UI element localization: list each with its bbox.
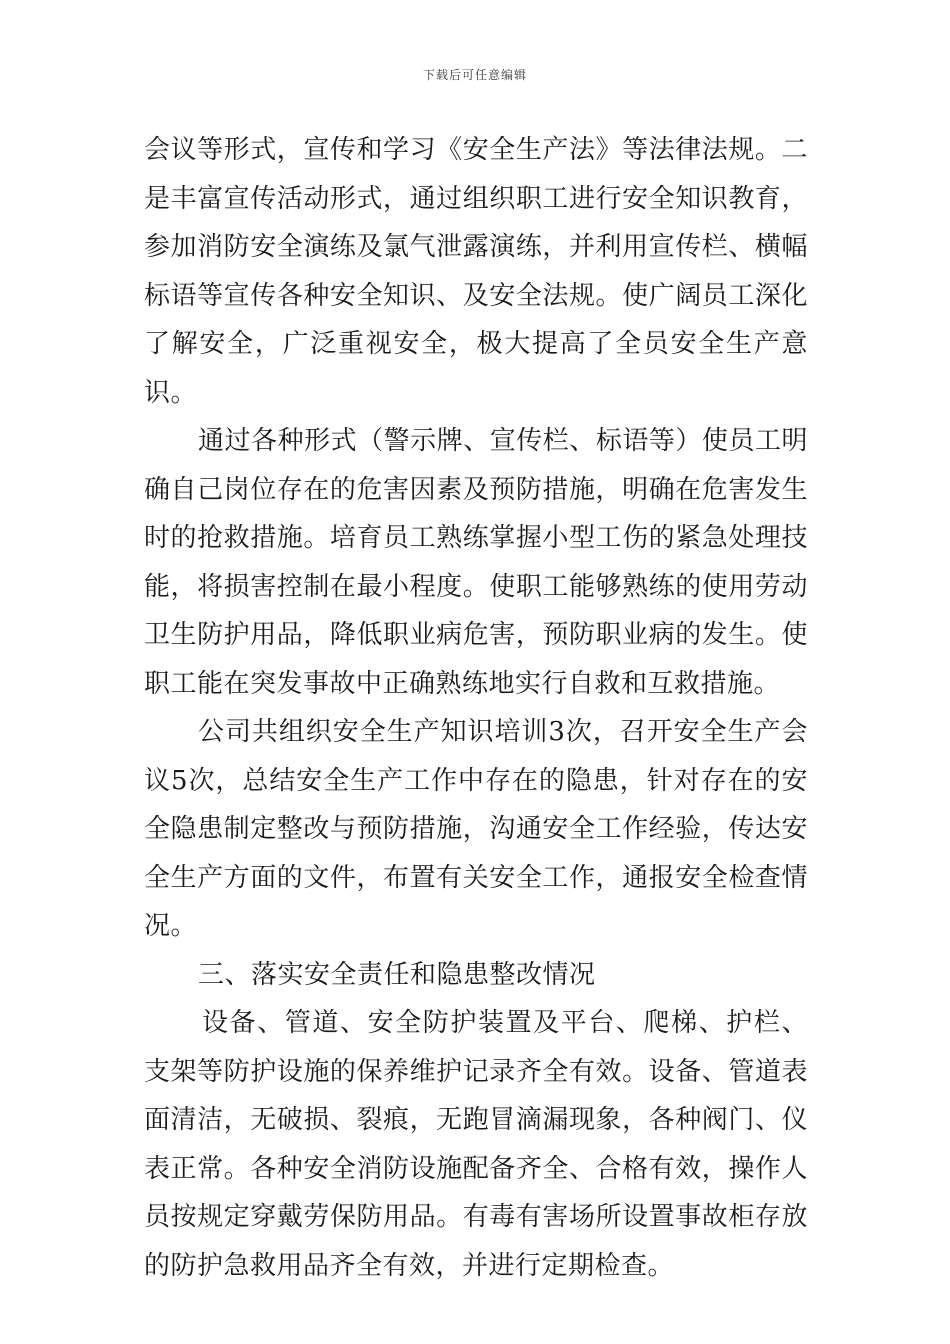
paragraph-equipment-maintenance: 设备、管道、安全防护装置及平台、爬梯、护栏、支架等防护设施的保养维护记录齐全有效。设备、管道表面清洁，无破损、裂痕，无跑冒滴漏现象，各种阀门、仪表正常。各种安全消防设施配备齐全、合格有效，操作人员按规定穿戴劳保防用品。有毒有害场所设置事故柜存放的防护急救用品齐全有效，并进行定期检查。 xyxy=(144,1008,808,1281)
paragraph-hazard-awareness: 通过各种形式（警示牌、宣传栏、标语等）使员工明确自己岗位存在的危害因素及预防措施，明确在危害发生时的抢救措施。培育员工熟练掌握小型工伤的紧急处理技能，将损害控制在最小程度。使职工能够熟练的使用劳动卫生防护用品，降低职业病危害，预防职业病的发生。使职工能在突发事故中正确熟练地实行自救和互救措施。 xyxy=(144,426,808,699)
page-header-note: 下载后可任意编辑 xyxy=(422,68,527,82)
section-heading-safety-responsibility: 三、落实安全责任和隐患整改情况 xyxy=(198,959,596,990)
document-body xyxy=(144,126,808,1290)
paragraph-training-meetings: 公司共组织安全生产知识培训3次，召开安全生产会议5次，总结安全生产工作中存在的隐患，针对存在的安全隐患制定整改与预防措施，沟通安全工作经验，传达安全生产方面的文件，布置有关安全工作，通报安全检查情况。 xyxy=(144,717,808,941)
paragraph-publicity-activities: 会议等形式，宣传和学习《安全生产法》等法律法规。二是丰富宣传活动形式，通过组织职工进行安全知识教育，参加消防安全演练及氯气泄露演练，并利用宣传栏、横幅标语等宣传各种安全知识、及安全法规。使广阔员工深化了解安全，广泛重视安全，极大提高了全员安全生产意识。 xyxy=(144,135,808,408)
